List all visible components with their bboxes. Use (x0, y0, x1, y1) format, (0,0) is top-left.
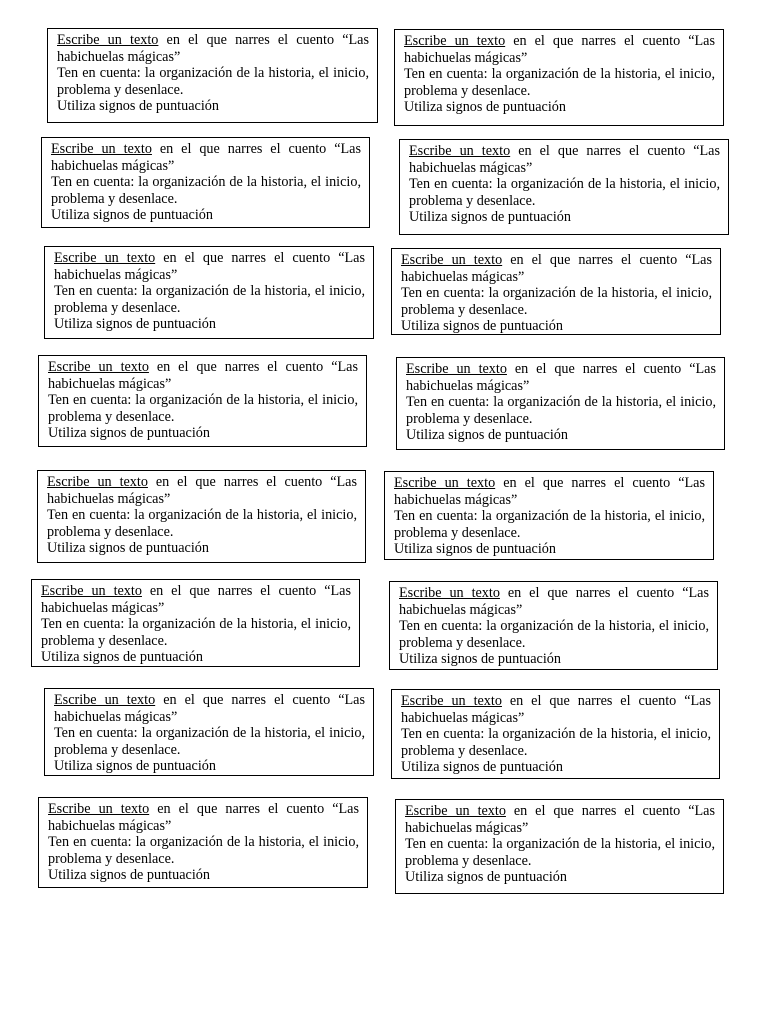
guideline-text: Ten en cuenta: la organización de la historia, el inicio, problema y desenlace. (51, 174, 361, 207)
guideline-text: Ten en cuenta: la organización de la historia, el inicio, problema y desenlace. (401, 285, 712, 318)
instruction-rest-text: en el que narres el cuento “Las habichuelas mágicas” (409, 143, 720, 176)
instruction-link-text: Escribe un texto (57, 32, 159, 48)
instruction-card (396, 357, 725, 450)
instruction-card (384, 471, 714, 560)
guideline-text: Ten en cuenta: la organización de la historia, el inicio, problema y desenlace. (404, 66, 715, 99)
instruction-rest-text: en el que narres el cuento “Las habichuelas mágicas” (54, 692, 365, 725)
instruction-rest-text: en el que narres el cuento “Las habichuelas mágicas” (399, 585, 709, 618)
instruction-card (44, 688, 374, 776)
instruction-card (47, 28, 378, 123)
instruction-link-text: Escribe un texto (401, 693, 502, 709)
guideline-text: Ten en cuenta: la organización de la historia, el inicio, problema y desenlace. (401, 726, 711, 759)
instruction-rest-text: en el que narres el cuento “Las habichuelas mágicas” (41, 583, 351, 616)
instruction-line (51, 141, 361, 174)
guideline-text: Ten en cuenta: la organización de la historia, el inicio, problema y desenlace. (54, 283, 365, 316)
instruction-line (47, 474, 357, 507)
punctuation-text: Utiliza signos de puntuación (57, 98, 219, 115)
instruction-rest-text: en el que narres el cuento “Las habichuelas mágicas” (394, 475, 705, 508)
instruction-link-text: Escribe un texto (48, 801, 150, 817)
instruction-line (401, 252, 712, 285)
instruction-rest-text: en el que narres el cuento “Las habichuelas mágicas” (401, 693, 711, 726)
instruction-line (399, 585, 709, 618)
punctuation-text: Utiliza signos de puntuación (409, 209, 571, 226)
guideline-text: Ten en cuenta: la organización de la historia, el inicio, problema y desenlace. (48, 834, 359, 867)
instruction-card (38, 355, 367, 447)
guideline-text: Ten en cuenta: la organización de la historia, el inicio, problema y desenlace. (48, 392, 358, 425)
punctuation-text: Utiliza signos de puntuación (404, 99, 566, 116)
instruction-line (401, 693, 711, 726)
instruction-rest-text: en el que narres el cuento “Las habichuelas mágicas” (406, 361, 716, 394)
instruction-card (394, 29, 724, 126)
punctuation-text: Utiliza signos de puntuación (401, 318, 563, 335)
instruction-link-text: Escribe un texto (41, 583, 142, 599)
guideline-text: Ten en cuenta: la organización de la historia, el inicio, problema y desenlace. (57, 65, 369, 98)
guideline-text: Ten en cuenta: la organización de la historia, el inicio, problema y desenlace. (405, 836, 715, 869)
instruction-rest-text: en el que narres el cuento “Las habichuelas mágicas” (47, 474, 357, 507)
punctuation-text: Utiliza signos de puntuación (41, 649, 203, 666)
instruction-rest-text: en el que narres el cuento “Las habichuelas mágicas” (401, 252, 712, 285)
instruction-card (391, 689, 720, 779)
instruction-line (394, 475, 705, 508)
punctuation-text: Utiliza signos de puntuación (47, 540, 209, 557)
instruction-line (406, 361, 716, 394)
instruction-link-text: Escribe un texto (54, 692, 156, 708)
punctuation-text: Utiliza signos de puntuación (406, 427, 568, 444)
instruction-card (31, 579, 360, 667)
instruction-card (389, 581, 718, 670)
instruction-rest-text: en el que narres el cuento “Las habichuelas mágicas” (48, 359, 358, 392)
instruction-line (57, 32, 369, 65)
instruction-rest-text: en el que narres el cuento “Las habichuelas mágicas” (48, 801, 359, 834)
guideline-text: Ten en cuenta: la organización de la historia, el inicio, problema y desenlace. (54, 725, 365, 758)
punctuation-text: Utiliza signos de puntuación (401, 759, 563, 776)
instruction-line (54, 692, 365, 725)
guideline-text: Ten en cuenta: la organización de la historia, el inicio, problema y desenlace. (394, 508, 705, 541)
instruction-rest-text: en el que narres el cuento “Las habichuelas mágicas” (404, 33, 715, 66)
instruction-link-text: Escribe un texto (409, 143, 511, 159)
instruction-link-text: Escribe un texto (401, 252, 503, 268)
instruction-link-text: Escribe un texto (394, 475, 496, 491)
guideline-text: Ten en cuenta: la organización de la historia, el inicio, problema y desenlace. (409, 176, 720, 209)
instruction-link-text: Escribe un texto (399, 585, 500, 601)
punctuation-text: Utiliza signos de puntuación (51, 207, 213, 224)
instruction-line (405, 803, 715, 836)
punctuation-text: Utiliza signos de puntuación (54, 316, 216, 333)
instruction-line (48, 359, 358, 392)
instruction-card (37, 470, 366, 563)
instruction-link-text: Escribe un texto (404, 33, 506, 49)
instruction-line (48, 801, 359, 834)
instruction-card (395, 799, 724, 894)
instruction-rest-text: en el que narres el cuento “Las habichuelas mágicas” (57, 32, 369, 65)
instruction-line (409, 143, 720, 176)
instruction-line (41, 583, 351, 616)
instruction-card (38, 797, 368, 888)
guideline-text: Ten en cuenta: la organización de la historia, el inicio, problema y desenlace. (406, 394, 716, 427)
instruction-link-text: Escribe un texto (48, 359, 149, 375)
guideline-text: Ten en cuenta: la organización de la historia, el inicio, problema y desenlace. (47, 507, 357, 540)
punctuation-text: Utiliza signos de puntuación (54, 758, 216, 775)
instruction-card (44, 246, 374, 339)
guideline-text: Ten en cuenta: la organización de la historia, el inicio, problema y desenlace. (399, 618, 709, 651)
instruction-line (54, 250, 365, 283)
punctuation-text: Utiliza signos de puntuación (394, 541, 556, 558)
instruction-card (41, 137, 370, 228)
instruction-link-text: Escribe un texto (54, 250, 156, 266)
instruction-link-text: Escribe un texto (51, 141, 152, 157)
instruction-card (391, 248, 721, 335)
punctuation-text: Utiliza signos de puntuación (48, 425, 210, 442)
instruction-link-text: Escribe un texto (406, 361, 507, 377)
punctuation-text: Utiliza signos de puntuación (405, 869, 567, 886)
instruction-rest-text: en el que narres el cuento “Las habichuelas mágicas” (405, 803, 715, 836)
instruction-line (404, 33, 715, 66)
instruction-link-text: Escribe un texto (405, 803, 506, 819)
instruction-link-text: Escribe un texto (47, 474, 148, 490)
punctuation-text: Utiliza signos de puntuación (48, 867, 210, 884)
instruction-card (399, 139, 729, 235)
instruction-rest-text: en el que narres el cuento “Las habichuelas mágicas” (54, 250, 365, 283)
instruction-rest-text: en el que narres el cuento “Las habichuelas mágicas” (51, 141, 361, 174)
punctuation-text: Utiliza signos de puntuación (399, 651, 561, 668)
guideline-text: Ten en cuenta: la organización de la historia, el inicio, problema y desenlace. (41, 616, 351, 649)
